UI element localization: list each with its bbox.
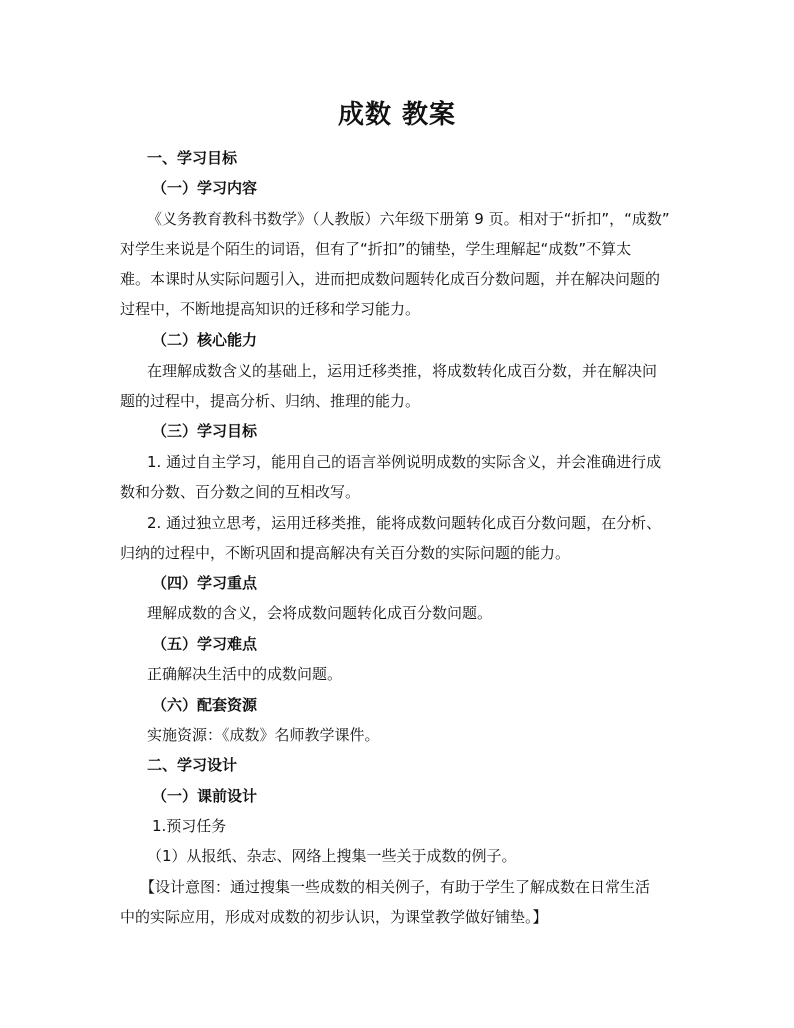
paragraph-objective-2: [120, 508, 688, 568]
text-line: 【设计意图：通过搜集一些成数的相关例子，有助于学生了解成数在日常生活: [140, 878, 651, 896]
text-line: 过程中，不断地提高知识的迁移和学习能力。: [120, 300, 421, 318]
text-line: 在理解成数含义的基础上，运用迁移类推，将成数转化成百分数，并在解决问: [147, 362, 658, 380]
subheading-core-ability: （二）核心能力: [152, 331, 258, 349]
section-heading-objectives: 一、学习目标: [147, 149, 238, 167]
paragraph-objective-1: [120, 447, 688, 507]
text-line: 《义务教育教科书数学》（人教版）六年级下册第 9 页。相对于“折扣”，“成数”: [147, 210, 670, 228]
document-title: 成数 教案: [337, 100, 457, 130]
text-line: 1. 通过自主学习，能用自己的语言举例说明成数的实际含义，并会准确进行成: [147, 453, 662, 471]
paragraph-difficulties: 正确解决生活中的成数问题。: [147, 665, 343, 683]
subheading-resources: （六）配套资源: [152, 696, 258, 714]
subheading-pre-class: （一）课前设计: [152, 787, 258, 805]
preview-task-heading: 1.预习任务: [152, 817, 227, 835]
subheading-content: （一）学习内容: [152, 179, 258, 197]
subheading-objectives: （三）学习目标: [152, 422, 258, 440]
design-intent-note: [120, 872, 688, 932]
text-line: 归纳的过程中，不断巩固和提高解决有关百分数的实际问题的能力。: [120, 544, 571, 562]
text-line: 数和分数、百分数之间的互相改写。: [120, 483, 361, 501]
section-heading-design: 二、学习设计: [147, 756, 238, 774]
paragraph-content: [120, 204, 688, 324]
preview-task-item: （1）从报纸、杂志、网络上搜集一些关于成数的例子。: [147, 847, 517, 865]
text-line: 中的实际应用，形成对成数的初步认识，为课堂教学做好铺垫。】: [120, 908, 548, 926]
text-line: 难。本课时从实际问题引入，进而把成数问题转化成百分数问题，并在解决问题的: [120, 270, 661, 288]
text-line: 2. 通过独立思考，运用迁移类推，能将成数问题转化成百分数问题，在分析、: [147, 514, 662, 532]
subheading-difficulties: （五）学习难点: [152, 635, 258, 653]
paragraph-core-ability: [120, 356, 688, 416]
text-line: 对学生来说是个陌生的词语，但有了“折扣”的铺垫，学生理解起“成数”不算太: [120, 240, 632, 258]
subheading-key-points: （四）学习重点: [152, 574, 258, 592]
text-line: 题的过程中，提高分析、归纳、推理的能力。: [120, 392, 421, 410]
paragraph-key-points: 理解成数的含义，会将成数问题转化成百分数问题。: [147, 604, 493, 622]
paragraph-resources: 实施资源：《成数》名师教学课件。: [147, 726, 380, 744]
